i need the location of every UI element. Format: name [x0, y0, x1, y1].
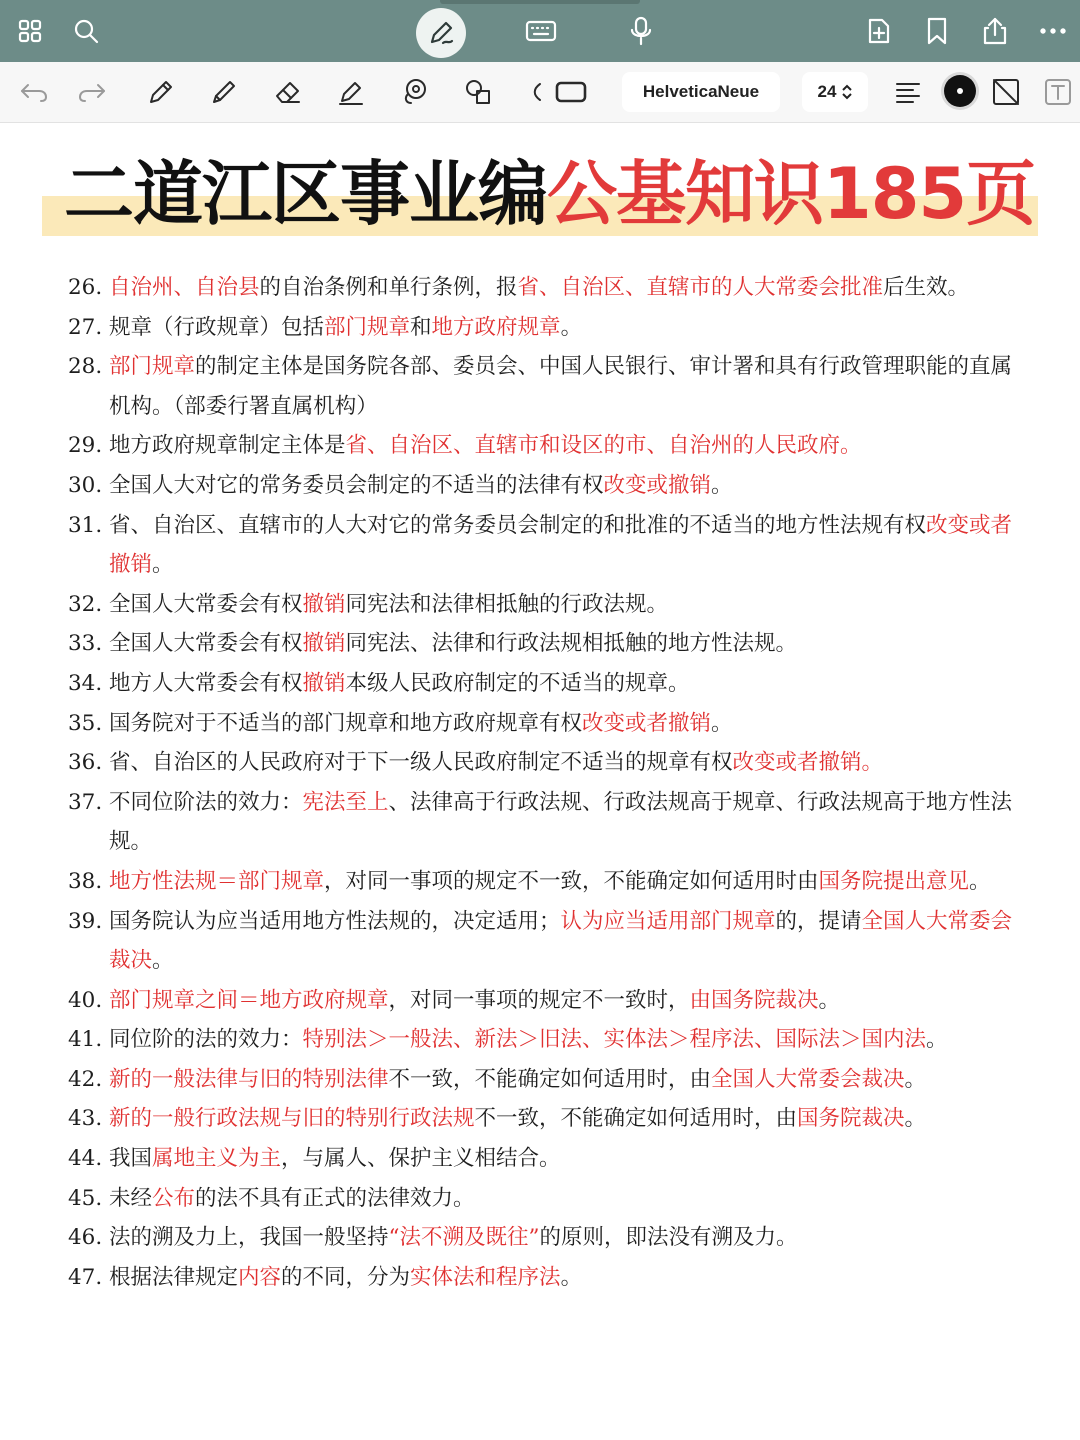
item-number: 38.: [68, 868, 103, 894]
list-item: [68, 664, 1048, 704]
highlight-text: 认为应当适用部门规章: [560, 908, 776, 934]
plain-text: 同宪法和法律相抵触的行政法规。: [345, 591, 669, 617]
highlight-text: 由国务院裁决: [689, 987, 819, 1013]
plain-text: 的不同，分为: [281, 1264, 411, 1290]
item-number: 33.: [68, 631, 103, 657]
item-number: 42.: [68, 1066, 103, 1092]
plain-text: 地方政府规章制定主体是: [109, 433, 346, 459]
item-text: [109, 347, 1048, 426]
list-item: [68, 902, 1048, 981]
page-title: [64, 150, 1064, 240]
plain-text: 。: [711, 710, 733, 736]
lasso-tool-icon[interactable]: [397, 74, 433, 110]
list-item: [68, 1258, 1048, 1298]
plain-text: 省、自治区、直辖市的人大对它的常务委员会制定的和批准的不适当的地方性法规有权: [109, 512, 927, 538]
text-style-icon[interactable]: [1040, 74, 1076, 110]
list-item: [68, 466, 1048, 506]
plain-text: 根据法律规定: [109, 1264, 239, 1290]
plain-text: 。: [904, 1106, 927, 1132]
plain-text: 后生效。: [883, 275, 970, 300]
plain-text: 不一致，不能确定如何适用时，由: [388, 1066, 712, 1092]
highlighter-tool-icon[interactable]: [333, 74, 369, 110]
item-number: 29.: [68, 433, 103, 459]
shapes-tool-icon[interactable]: [460, 74, 496, 110]
plain-text: 国务院对于不适当的部门规章和地方政府规章有权: [109, 710, 583, 736]
search-icon[interactable]: [66, 11, 106, 51]
item-text: [109, 743, 1048, 783]
item-number: 47.: [68, 1264, 103, 1290]
text-box-tool-icon[interactable]: [553, 74, 589, 110]
highlight-text: 撤销: [302, 631, 346, 657]
list-item: [68, 743, 1048, 783]
highlight-text: 地方性法规＝部门规章: [109, 868, 325, 894]
list-item: [68, 347, 1048, 426]
item-text: [109, 1139, 1048, 1179]
share-icon[interactable]: [975, 11, 1015, 51]
plain-text: 规章（行政规章）包括: [109, 314, 325, 340]
plain-text: 的制定主体是国务院各部、委员会、中国人民银行、审计署和具有行政管理职能的直属机构。（部委行署直属机构）: [109, 354, 1013, 419]
plain-text: 全国人大常委会有权: [109, 631, 303, 657]
list-item: [68, 506, 1048, 585]
drawing-toolbar: [0, 62, 1080, 123]
item-text: [109, 902, 1048, 981]
list-item: [68, 268, 1048, 308]
list-item: [68, 1060, 1048, 1100]
pen-tool-icon[interactable]: [143, 74, 179, 110]
list-item: [68, 1139, 1048, 1179]
highlight-text: 撤销: [302, 591, 346, 617]
highlight-text: 宪法至上: [302, 789, 389, 815]
item-number: 45.: [68, 1185, 103, 1211]
item-text: [109, 981, 1048, 1021]
highlight-text: 国务院裁决: [797, 1106, 905, 1132]
title-block: [0, 150, 1080, 240]
item-text: [109, 1179, 1048, 1219]
item-text: [109, 308, 1048, 348]
item-text: [109, 783, 1048, 862]
plain-text: 全国人大常委会有权: [109, 591, 303, 617]
color-picker-swatch[interactable]: [944, 75, 976, 107]
item-number: 36.: [68, 750, 103, 776]
plain-text: 。: [560, 314, 583, 340]
plain-text: 的自治条例和单行条例，报: [259, 275, 518, 300]
plain-text: 国务院认为应当适用地方性法规的，决定适用；: [109, 908, 561, 934]
plain-text: 不一致，不能确定如何适用时，由: [474, 1106, 798, 1132]
list-item: [68, 1099, 1048, 1139]
pen-mode-button[interactable]: [416, 8, 466, 58]
highlight-text: 改变或者撤销: [109, 512, 1013, 578]
keyboard-icon[interactable]: [521, 11, 561, 51]
plain-text: ，对同一事项的规定不一致，不能确定如何适用时由: [324, 868, 819, 894]
font-size-selector[interactable]: [802, 72, 868, 112]
list-item: [68, 624, 1048, 664]
top-notch: [440, 0, 640, 4]
item-number: 26.: [68, 275, 103, 300]
list-item: [68, 981, 1048, 1021]
plain-text: 省、自治区的人民政府对于下一级人民政府制定不适当的规章有权: [109, 750, 733, 776]
highlight-text: 省、自治区、直辖市和设区的市、自治州的人民政府。: [345, 433, 862, 459]
item-number: 41.: [68, 1027, 103, 1053]
item-text: [109, 268, 1048, 308]
highlight-text: 部门规章: [324, 314, 411, 340]
item-text: [109, 506, 1048, 585]
title-black-part: 二道江区事业编: [64, 153, 547, 235]
item-text: [109, 1218, 1048, 1258]
chevron-up-down-icon: [842, 84, 852, 100]
item-number: 35.: [68, 710, 103, 736]
plain-text: 的原则，即法没有溯及力。: [539, 1225, 798, 1251]
bookmark-icon[interactable]: [917, 11, 957, 51]
plain-text: 。: [560, 1264, 583, 1290]
plain-text: 、法律高于行政法规、行政法规高于规章、行政法规高于地方性法规。: [109, 789, 1013, 855]
microphone-icon[interactable]: [621, 11, 661, 51]
plain-text: 。: [904, 1066, 927, 1092]
list-item: [68, 1218, 1048, 1258]
item-number: 34.: [68, 670, 103, 696]
item-text: [109, 704, 1048, 744]
text-background-icon[interactable]: [988, 74, 1024, 110]
highlight-text: 全国人大常委会裁决: [711, 1066, 905, 1092]
item-text: [109, 1258, 1048, 1298]
highlight-text: 地方政府规章: [431, 314, 561, 340]
item-number: 39.: [68, 908, 103, 934]
item-number: 32.: [68, 591, 103, 617]
plain-text: 的法不具有正式的法律效力。: [195, 1185, 475, 1211]
add-page-icon[interactable]: [859, 11, 899, 51]
highlight-text: 实体法和程序法: [410, 1264, 561, 1290]
item-number: 44.: [68, 1146, 103, 1172]
eraser-tool-icon[interactable]: [270, 74, 306, 110]
grid-icon[interactable]: [10, 11, 50, 51]
plain-text: 和: [410, 314, 432, 340]
plain-text: 。: [711, 472, 733, 498]
item-text: [109, 664, 1048, 704]
item-number: 30.: [68, 472, 103, 498]
item-text: [109, 1060, 1048, 1100]
item-number: 40.: [68, 987, 103, 1013]
more-icon[interactable]: [1033, 11, 1073, 51]
list-item: [68, 704, 1048, 744]
more-tools-chevron-icon[interactable]: [518, 74, 554, 110]
plain-text: 不同位阶法的效力：: [109, 789, 303, 815]
highlight-text: 部门规章: [109, 354, 196, 380]
list-item: [68, 1020, 1048, 1060]
list-item: [68, 862, 1048, 902]
app-top-bar: [0, 0, 1080, 62]
highlight-text: 特别法＞一般法、新法＞旧法、实体法＞程序法、国际法＞国内法: [302, 1027, 927, 1053]
plain-text: 。: [152, 948, 174, 974]
plain-text: 同宪法、法律和行政法规相抵触的地方性法规。: [345, 631, 798, 657]
highlight-text: 改变或撤销: [603, 472, 712, 498]
plain-text: ，对同一事项的规定不一致时，: [388, 987, 690, 1013]
knowledge-list: [68, 268, 1048, 1297]
highlight-text: 全国人大常委会裁决: [109, 908, 1013, 974]
item-number: 31.: [68, 512, 103, 538]
item-text: [109, 466, 1048, 506]
highlight-text: 国务院提出意见: [818, 868, 970, 894]
redo-icon[interactable]: [74, 74, 110, 110]
highlight-text: “法不溯及既往”: [388, 1225, 540, 1251]
highlight-text: 撤销: [302, 670, 346, 696]
plain-text: 地方人大常委会有权: [109, 670, 303, 696]
plain-text: 的，提请: [775, 908, 862, 934]
item-text: [109, 1099, 1048, 1139]
item-text: [109, 426, 1048, 466]
highlight-text: 内容: [238, 1264, 282, 1290]
plain-text: 同位阶的法的效力：: [109, 1027, 303, 1053]
plain-text: 。: [969, 868, 991, 894]
pencil-tool-icon[interactable]: [206, 74, 242, 110]
highlight-text: 自治州、自治县: [109, 275, 260, 300]
list-item: [68, 426, 1048, 466]
font-size-label: 24: [817, 82, 837, 101]
plain-text: ，与属人、保护主义相结合。: [281, 1146, 561, 1172]
undo-icon[interactable]: [16, 74, 52, 110]
highlight-text: 省、自治区、直辖市的人大常委会批准: [517, 275, 884, 300]
highlight-text: 新的一般法律与旧的特别法律: [109, 1066, 389, 1092]
pen-icon: [426, 18, 456, 48]
font-family-label: HelveticaNeue: [642, 82, 760, 101]
highlight-text: 部门规章之间＝地方政府规章: [109, 987, 389, 1013]
plain-text: 。: [926, 1027, 948, 1053]
item-text: [109, 624, 1048, 664]
item-number: 46.: [68, 1225, 103, 1251]
plain-text: 。: [152, 552, 174, 578]
list-item: [68, 783, 1048, 862]
item-number: 37.: [68, 789, 103, 815]
item-text: [109, 862, 1048, 902]
highlight-text: 属地主义为主: [152, 1146, 282, 1172]
item-text: [109, 585, 1048, 625]
item-number: 27.: [68, 314, 103, 340]
plain-text: 未经: [109, 1185, 153, 1211]
plain-text: 我国: [109, 1146, 153, 1172]
item-number: 43.: [68, 1106, 103, 1132]
list-item: [68, 308, 1048, 348]
plain-text: 法的溯及力上，我国一般坚持: [109, 1225, 389, 1251]
font-family-selector[interactable]: [622, 72, 780, 112]
align-left-icon[interactable]: [890, 74, 926, 110]
plain-text: 全国人大对它的常务委员会制定的不适当的法律有权: [109, 472, 604, 498]
highlight-text: 改变或者撤销: [582, 710, 712, 736]
title-red-part: 公基知识185页: [547, 153, 1036, 235]
plain-text: 本级人民政府制定的不适当的规章。: [345, 670, 690, 696]
highlight-text: 新的一般行政法规与旧的特别行政法规: [109, 1106, 475, 1132]
list-item: [68, 585, 1048, 625]
list-item: [68, 1179, 1048, 1219]
item-number: 28.: [68, 354, 103, 380]
plain-text: 。: [818, 987, 841, 1013]
item-text: [109, 1020, 1048, 1060]
highlight-text: 公布: [152, 1185, 196, 1211]
highlight-text: 改变或者撤销。: [732, 750, 884, 776]
